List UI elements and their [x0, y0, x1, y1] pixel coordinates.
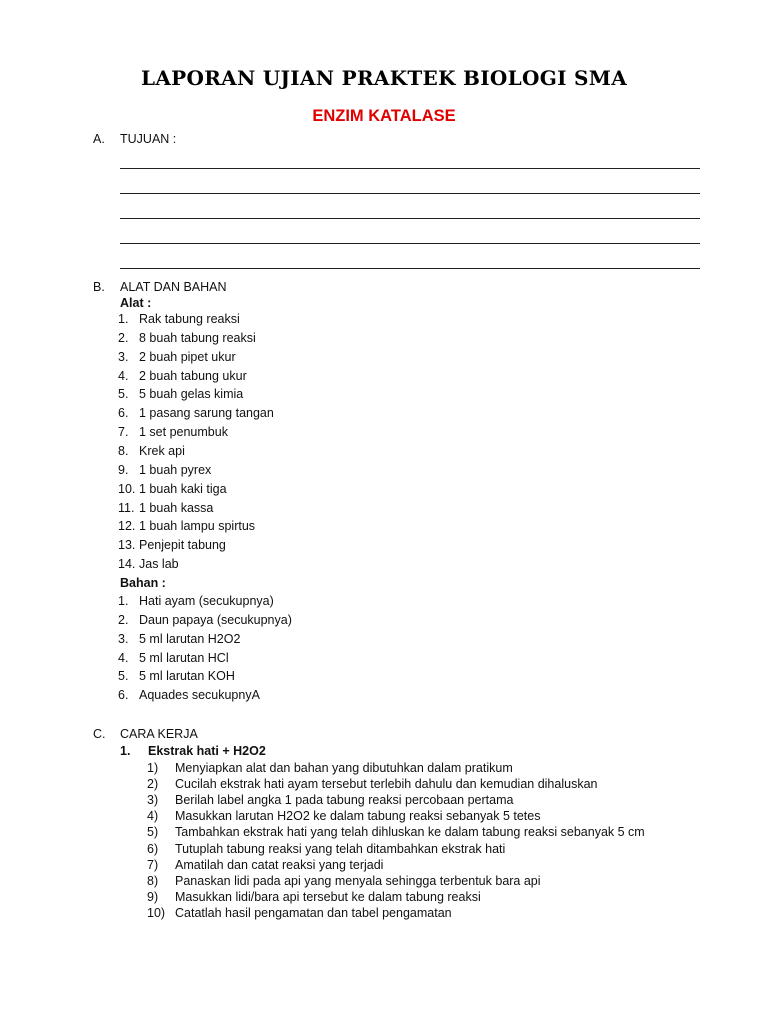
bahan-item-number: 4.	[118, 650, 129, 665]
step-item	[147, 761, 513, 775]
bahan-item-number: 3.	[118, 631, 129, 646]
section-c-heading: CARA KERJA	[120, 727, 198, 741]
cara-kerja-subheading	[120, 744, 266, 758]
alat-item-number: 11.	[118, 500, 135, 515]
step-item	[147, 825, 645, 839]
alat-item-text: Jas lab	[139, 557, 179, 572]
step-item	[147, 842, 505, 856]
step-item-text: Catatlah hasil pengamatan dan tabel pengamatan	[175, 905, 452, 920]
alat-item-text: 1 buah lampu spirtus	[139, 519, 256, 534]
alat-item	[118, 425, 228, 439]
bahan-item-text: 5 ml larutan H2O2	[139, 631, 241, 646]
bahan-item	[118, 594, 274, 608]
alat-item-text: 1 buah pyrex	[139, 462, 212, 477]
step-item-text: Masukkan larutan H2O2 ke dalam tabung reaksi sebanyak 5 tetes	[175, 809, 541, 824]
bahan-item-text: Aquades secukupnyA	[139, 688, 260, 703]
alat-item	[118, 331, 256, 345]
step-item-number: 6)	[147, 841, 159, 856]
alat-item-number: 6.	[118, 406, 129, 421]
alat-item-number: 7.	[118, 425, 129, 440]
alat-item-text: 2 buah tabung ukur	[139, 368, 247, 383]
step-item-number: 10)	[147, 905, 166, 920]
bahan-item	[118, 613, 292, 627]
step-item-number: 3)	[147, 793, 159, 808]
step-item	[147, 906, 452, 920]
bahan-item-number: 1.	[118, 594, 129, 608]
section-c-letter: C.	[93, 727, 106, 741]
alat-item-number: 8.	[118, 443, 129, 458]
alat-item-number: 9.	[118, 462, 129, 477]
document-subtitle: ENZIM KATALASE	[312, 107, 456, 125]
bahan-item-text: 5 ml larutan HCl	[139, 650, 229, 665]
bahan-item-number: 6.	[118, 688, 129, 703]
alat-item	[118, 444, 185, 458]
answer-line	[120, 243, 700, 244]
step-item-text: Masukkan lidi/bara api tersebut ke dalam tabung reaksi	[175, 889, 481, 904]
alat-item	[118, 501, 213, 515]
step-item-number: 7)	[147, 857, 159, 872]
alat-item	[118, 369, 247, 383]
step-item-number: 8)	[147, 873, 159, 888]
step-item-number: 5)	[147, 825, 159, 840]
alat-item	[118, 538, 226, 552]
step-item	[147, 874, 541, 888]
alat-item-number: 5.	[118, 387, 129, 402]
alat-item-text: 2 buah pipet ukur	[139, 349, 236, 364]
alat-item	[118, 387, 243, 401]
alat-item-number: 14.	[118, 557, 136, 572]
section-b-letter: B.	[93, 280, 105, 294]
alat-item	[118, 519, 255, 533]
alat-item	[118, 406, 274, 420]
alat-item-number: 2.	[118, 330, 129, 345]
alat-item	[118, 557, 179, 571]
bahan-label: Bahan :	[120, 576, 166, 590]
bahan-item-text: Daun papaya (secukupnya)	[139, 612, 292, 627]
section-b-heading: ALAT DAN BAHAN	[120, 280, 227, 294]
bahan-item-number: 2.	[118, 612, 129, 627]
alat-item-text: Penjepit tabung	[139, 538, 226, 553]
bahan-item-text: Hati ayam (secukupnya)	[139, 594, 274, 608]
step-item	[147, 777, 597, 791]
alat-item	[118, 482, 227, 496]
document-title: LAPORAN UJIAN PRAKTEK BIOLOGI SMA	[140, 66, 628, 90]
step-item-text: Menyiapkan alat dan bahan yang dibutuhkan dalam pratikum	[175, 761, 513, 775]
alat-item-number: 3.	[118, 349, 129, 364]
bahan-item-text: 5 ml larutan KOH	[139, 669, 235, 684]
alat-item	[118, 312, 240, 326]
alat-item	[118, 463, 211, 477]
subheading-text: Ekstrak hati + H2O2	[148, 744, 266, 758]
section-a-letter: A.	[93, 132, 105, 146]
alat-item-text: 8 buah tabung reaksi	[139, 330, 256, 345]
alat-label: Alat :	[120, 296, 152, 310]
bahan-item	[118, 669, 235, 683]
alat-item-number: 4.	[118, 368, 129, 383]
step-item-text: Cucilah ekstrak hati ayam tersebut terlebih dahulu dan kemudian dihaluskan	[175, 777, 598, 792]
alat-item-number: 12.	[118, 519, 136, 534]
step-item	[147, 858, 383, 872]
alat-item-number: 10.	[118, 481, 136, 496]
alat-item-text: 5 buah gelas kimia	[139, 387, 244, 402]
step-item-text: Panaskan lidi pada api yang menyala sehingga terbentuk bara api	[175, 873, 541, 888]
alat-item-text: Krek api	[139, 443, 185, 458]
alat-item-number: 1.	[118, 312, 129, 326]
step-item	[147, 793, 513, 807]
alat-item-text: 1 buah kassa	[139, 500, 214, 515]
section-a-heading: TUJUAN :	[120, 132, 177, 146]
bahan-item	[118, 688, 260, 702]
alat-item	[118, 350, 236, 364]
answer-line	[120, 193, 700, 194]
subheading-number: 1.	[120, 744, 131, 758]
answer-line	[120, 168, 700, 169]
step-item	[147, 890, 481, 904]
step-item-number: 2)	[147, 777, 159, 792]
step-item-text: Berilah label angka 1 pada tabung reaksi percobaan pertama	[175, 793, 514, 808]
answer-line	[120, 218, 700, 219]
step-item-number: 4)	[147, 809, 159, 824]
bahan-item	[118, 632, 240, 646]
alat-item-text: 1 pasang sarung tangan	[139, 406, 274, 421]
step-item-text: Tambahkan ekstrak hati yang telah dihluskan ke dalam tabung reaksi sebanyak 5 cm	[175, 825, 645, 840]
step-item-text: Tutuplah tabung reaksi yang telah ditambahkan ekstrak hati	[175, 841, 506, 856]
alat-item-text: Rak tabung reaksi	[139, 312, 240, 326]
step-item	[147, 809, 541, 823]
alat-item-number: 13.	[118, 538, 136, 553]
bahan-item-number: 5.	[118, 669, 129, 684]
step-item-number: 9)	[147, 889, 159, 904]
alat-item-text: 1 set penumbuk	[139, 425, 228, 440]
bahan-item	[118, 651, 229, 665]
step-item-number: 1)	[147, 761, 159, 775]
answer-line	[120, 268, 700, 269]
step-item-text: Amatilah dan catat reaksi yang terjadi	[175, 857, 384, 872]
alat-item-text: 1 buah kaki tiga	[139, 481, 227, 496]
